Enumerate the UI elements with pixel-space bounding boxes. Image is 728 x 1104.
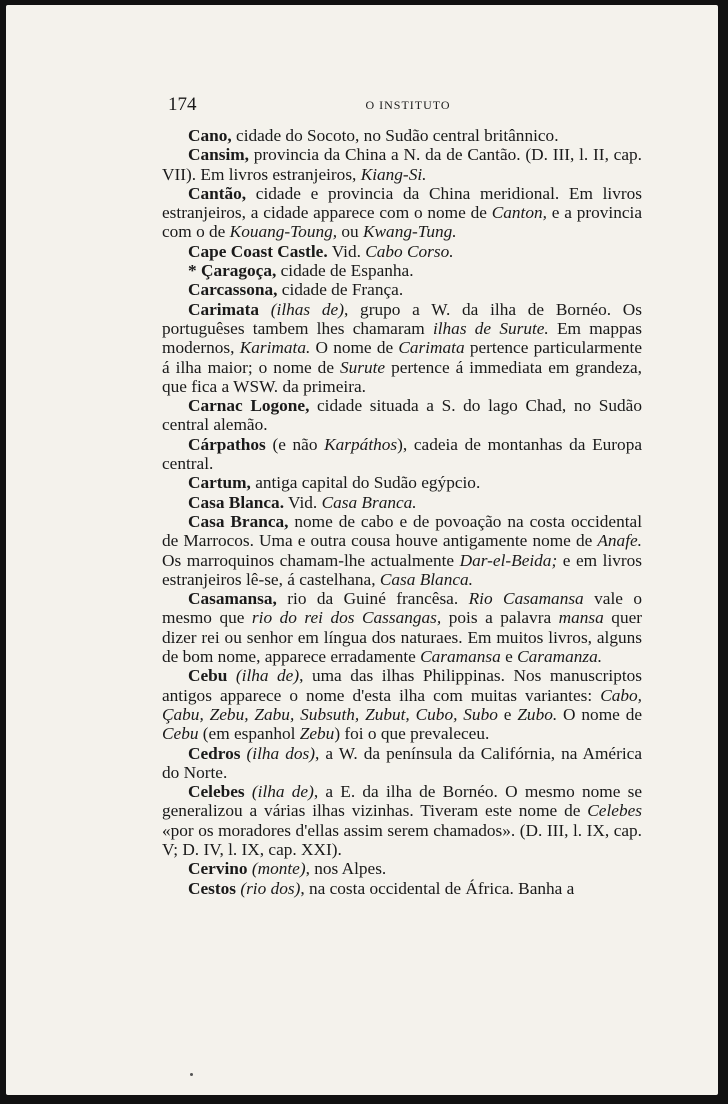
entry-text: ) foi o que prevaleceu.: [334, 724, 490, 744]
entry-italic-text: Dar-el-Beida;: [459, 550, 558, 570]
entry-text: quer dizer rei ou senhor em língua dos naturaes. Em muitos livros, alguns de bom nome, apparece erradamente: [162, 608, 643, 667]
entry-text: pertence particularmente á ilha maior; o nome de: [162, 338, 643, 377]
entry-italic-text: Karimata.: [239, 338, 311, 358]
entry-headword: Cestos: [188, 878, 236, 898]
gazetteer-entry: [162, 435, 642, 474]
gazetteer-entry: [162, 859, 642, 878]
entry-headword: Cantão,: [188, 183, 247, 203]
entry-italic-text: (ilhas de): [270, 299, 344, 319]
entry-headword: Celebes: [188, 782, 245, 802]
entry-headword: Cárpathos: [188, 434, 266, 454]
entry-italic-text: Caramansa: [420, 647, 501, 667]
gazetteer-entry: [162, 396, 642, 435]
entry-headword: Casa Branca,: [188, 511, 289, 531]
running-title: O INSTITUTO: [365, 98, 451, 112]
entry-italic-text: (ilha dos): [246, 743, 315, 763]
entry-text: , nos Alpes.: [305, 859, 387, 879]
entry-headword: Cartum,: [188, 473, 251, 493]
entry-text: e: [497, 704, 518, 724]
entry-text: cidade de França.: [277, 280, 404, 300]
entry-italic-text: Anafe.: [597, 531, 642, 551]
entry-italic-text: ilhas de Surute.: [432, 318, 549, 338]
gazetteer-entry: [162, 589, 642, 666]
entry-text: nome de cabo e de povoação na costa occidental de Marrocos. Uma e outra cousa houve antigamente nome de: [162, 511, 643, 551]
ink-speck: [190, 1073, 193, 1076]
entry-text: [245, 782, 252, 801]
gazetteer-entry: [162, 744, 642, 783]
entry-text: , grupo a W. da ilha de Bornéo. Os portuguêses tambem lhes chamaram: [162, 299, 642, 338]
entry-italic-text: (ilha de): [251, 782, 314, 802]
entry-italic-text: Kouang-Toung,: [229, 222, 338, 242]
entry-italic-text: Zubo.: [517, 704, 558, 724]
entry-italic-text: (rio dos): [240, 878, 301, 898]
entry-italic-text: Canton,: [491, 203, 547, 223]
gazetteer-entry: [162, 300, 642, 396]
entry-italic-text: mansa: [558, 608, 604, 628]
entry-headword: Cansim,: [188, 145, 249, 165]
entry-text: rio da Guiné francêsa.: [276, 589, 469, 609]
entry-italic-text: Zebu: [299, 724, 335, 744]
entry-italic-text: Cabo Corso.: [365, 241, 454, 261]
entry-text: provincia da China a N. da de Cantão. (D. III, l. II, cap. VII). Em livros estranjeiros,: [162, 145, 642, 184]
entry-italic-text: Cabo, Çabu, Zebu, Zabu, Subsuth, Zubut, Cubo, Subo: [162, 685, 642, 724]
page-header: [168, 94, 648, 116]
entry-italic-text: (monte): [251, 859, 306, 879]
entry-text: , a E. da ilha de Bornéo. O mesmo nome se generalizou a várias ilhas vizinhas. Tiveram este nome de: [162, 782, 642, 821]
entry-text: Os marroquinos chamam-lhe actualmente: [162, 550, 460, 570]
entry-text: vale o mesmo que: [162, 589, 642, 628]
entry-text: «por os moradores d'ellas assim serem chamados». (D. III, l. IX, cap. V; D. IV, l. IX, cap. XXI).: [162, 820, 642, 859]
entry-text: ou: [337, 222, 363, 242]
entry-text: , na costa occidental de África. Banha a: [300, 878, 575, 898]
entry-text: cidade situada a S. do lago Chad, no Sudão central alemão.: [162, 396, 642, 435]
gazetteer-entry: [162, 493, 642, 512]
entry-text: O nome de: [557, 704, 643, 724]
entry-italic-text: Cebu: [162, 724, 199, 744]
entry-italic-text: (ilha de): [235, 666, 300, 686]
entry-italic-text: Carimata: [398, 338, 465, 358]
entry-text: (em espanhol: [198, 724, 300, 744]
entry-text: , a W. da península da Califórnia, na América do Norte.: [162, 743, 642, 782]
entry-text: ), cadeia de montanhas da Europa central.: [162, 434, 643, 474]
entry-text: cidade do Socoto, no Sudão central britânnico.: [231, 126, 559, 145]
gazetteer-entry: [162, 145, 642, 184]
entry-italic-text: Rio Casamansa: [468, 589, 584, 609]
entry-italic-text: Casa Branca.: [321, 492, 417, 512]
gazetteer-entry: [162, 184, 642, 242]
gazetteer-entry: [162, 782, 642, 859]
entry-headword: Cebu: [188, 666, 228, 686]
entry-text: , uma das ilhas Philippinas. Nos manuscriptos antigos apparece o nome d'esta ilha com muitas variantes:: [162, 666, 642, 705]
entry-text: cidade e provincia da China meridional. Em livros estranjeiros, a cidade apparece com o nome de: [162, 183, 642, 223]
entry-headword: Carimata: [188, 299, 260, 319]
entry-italic-text: Karpáthos: [324, 434, 398, 454]
entry-text: pois a palavra: [441, 608, 559, 628]
entry-headword: Carcassona,: [188, 280, 278, 300]
gazetteer-entry: [162, 126, 642, 145]
entry-text: [227, 666, 236, 685]
entry-text: (e não: [265, 434, 325, 454]
gazetteer-entry: [162, 666, 642, 743]
entry-headword: Casamansa,: [188, 589, 277, 609]
gazetteer-entry: [162, 261, 642, 280]
entry-text: e: [500, 647, 518, 667]
gazetteer-text: [162, 126, 642, 898]
entry-italic-text: Kwang-Tung.: [363, 222, 457, 242]
page-number: 174: [168, 94, 197, 115]
entry-text: antiga capital do Sudão egýpcio.: [250, 473, 481, 493]
entry-italic-text: Surute: [339, 357, 386, 377]
entry-text: e em livros estranjeiros lê-se, á castelhana,: [162, 550, 643, 589]
gazetteer-entry: [162, 280, 642, 299]
entry-text: e a provincia com o de: [162, 203, 642, 242]
entry-text: cidade de Espanha.: [276, 261, 414, 281]
entry-headword: * Çaragoça,: [188, 261, 277, 281]
entry-headword: Cano,: [188, 126, 232, 145]
entry-italic-text: Caramanza.: [517, 647, 603, 667]
entry-text: [259, 300, 271, 319]
entry-headword: Carnac Logone,: [188, 396, 310, 416]
gazetteer-entry: [162, 473, 642, 492]
entry-headword: Cedros: [188, 743, 241, 763]
entry-italic-text: Casa Blanca.: [379, 569, 473, 589]
gazetteer-entry: [162, 512, 642, 589]
entry-text: pertence á immediata em grandeza, que fica a WSW. da primeira.: [162, 357, 642, 396]
entry-text: O nome de: [310, 338, 399, 358]
gazetteer-entry: [162, 879, 642, 898]
entry-italic-text: rio do rei dos Cassangas,: [251, 608, 442, 628]
gazetteer-entry: [162, 242, 642, 261]
entry-text: Vid.: [327, 241, 366, 261]
entry-italic-text: Kiang-Si.: [360, 164, 427, 184]
entry-headword: Cape Coast Castle.: [188, 241, 328, 261]
entry-text: Em mappas modernos,: [162, 318, 643, 358]
entry-italic-text: Celebes: [587, 801, 642, 821]
entry-headword: Casa Blanca.: [188, 492, 285, 512]
entry-headword: Cervino: [188, 859, 248, 879]
entry-text: Vid.: [284, 492, 322, 512]
